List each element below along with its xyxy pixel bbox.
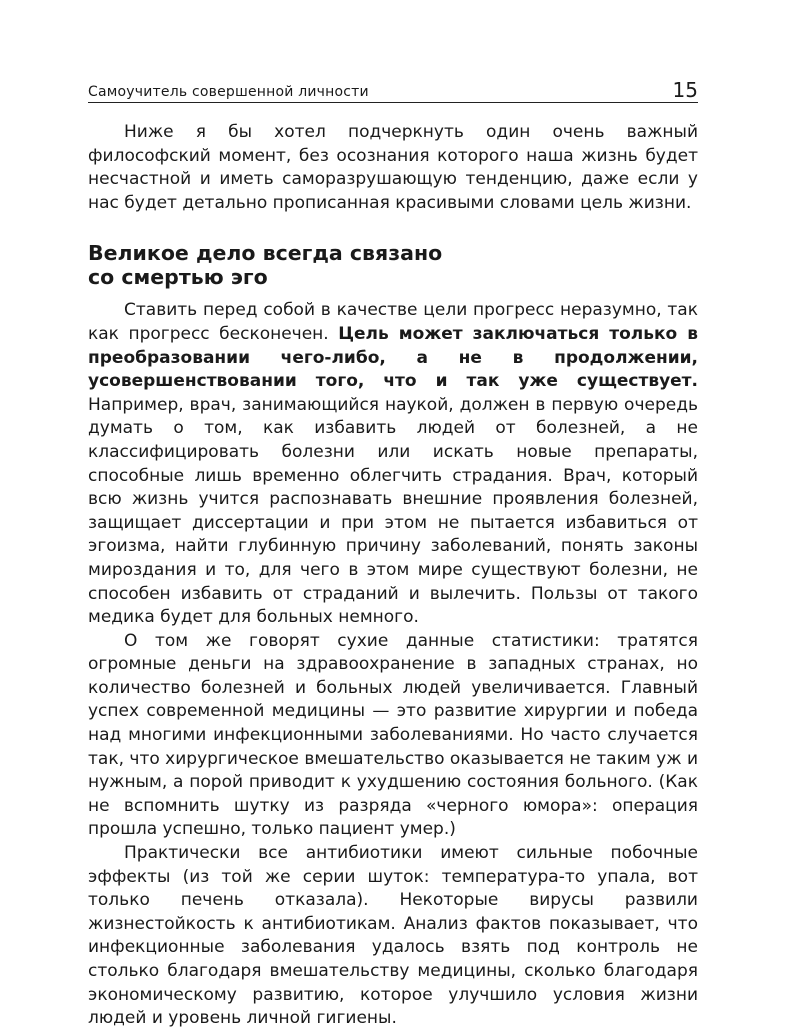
section-heading [88, 241, 698, 289]
body-text [88, 121, 698, 1031]
section-paragraph-2: О том же говорят сухие данные статистики: тратятся огромные деньги на здравоохранение в западных странах, но количество болезней и больных людей увеличивается. Главный успех современной медицины — это развитие хирургии и победа над многими инфекционными заболеваниями. Но часто случается так, что хирургическое вмешательство оказывается не таким уж и нужным, а порой приводит к ухудшению состояния больного. (Как не вспомнить шутку из разряда «черного юмора»: операция прошла успешно, только пациент умер.) [88, 630, 698, 840]
paragraph-1-rest: Например, врач, занимающийся наукой, должен в первую очередь думать о том, как избавить людей от болезней, а не классифицировать болезни или искать новые препараты, способные лишь временно облегчить страдания. Врач, который всю жизнь учится распознавать внешние проявления болезней, защищает диссертации и при этом не пытается избавиться от эгоизма, найти глубинную причину заболеваний, понять законы мироздания и то, для чего в этом мире существуют болезни, не способен избавить от страданий и вылечить. Пользы от такого медика будет для больных немного. [88, 394, 698, 628]
running-title: Самоучитель совершенной личности [88, 84, 369, 100]
section-heading-line-2: со смертью эго [88, 265, 268, 290]
paragraph-1-lead: Ставить перед собой в качестве цели прогресс неразумно, так как прогресс бесконечен. [88, 300, 698, 344]
section-paragraph-1 [88, 299, 698, 629]
intro-paragraph: Ниже я бы хотел подчеркнуть один очень важный философский момент, без осознания которого наша жизнь будет несчастной и иметь саморазрушающую тенденцию, даже если у нас будет детально прописанная красивыми словами цель жизни. [88, 122, 698, 213]
paragraph-1-bold-statement: Цель может заключаться только в преобразовании чего-либо, а не в продолжении, усовершенствовании того, что и так уже существует. [88, 323, 698, 392]
section-heading-line-1: Великое дело всегда связано [88, 241, 443, 266]
section-paragraph-3: Практически все антибиотики имеют сильные побочные эффекты (из той же серии шуток: температура-то упала, вот только печень отказала). Некоторые вирусы развили жизнестойкость к антибиотикам. Анализ фактов показывает, что инфекционные заболевания удалось взять под контроль не столько благодаря вмешательству медицины, сколько благодаря экономическому развитию, которое улучшило условия жизни людей и уровень личной гигиены. [88, 843, 698, 1029]
running-header [88, 72, 698, 103]
page-number: 15 [672, 78, 698, 102]
book-page [88, 72, 698, 1031]
